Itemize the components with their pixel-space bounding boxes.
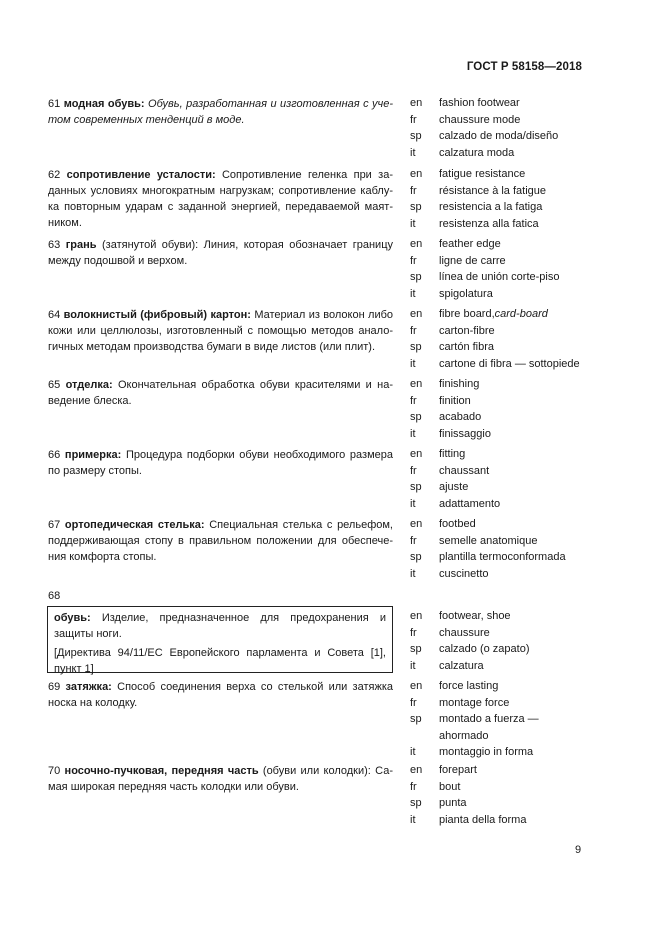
equivalent-term: calzado de moda/diseño: [439, 130, 559, 142]
equivalent-term: resistenza alla fatica: [439, 217, 539, 230]
term-equivalents-70: [410, 762, 526, 828]
equivalent-term: fitting: [439, 448, 466, 460]
language-code: en: [410, 518, 423, 530]
term-number: 66: [48, 449, 61, 461]
term-number: 65: [48, 379, 61, 391]
language-equivalent: [410, 356, 580, 373]
equivalent-term: adattamento: [439, 497, 501, 510]
language-code: it: [410, 813, 416, 826]
language-code: it: [410, 217, 416, 230]
equivalent-term: force lasting: [439, 680, 499, 692]
language-equivalent: [410, 549, 566, 566]
equivalent-term: acabado: [439, 411, 482, 423]
equivalent-term: spigolatura: [439, 287, 493, 300]
equivalent-term: plantilla termoconformada: [439, 551, 566, 563]
language-equivalent: [410, 269, 559, 286]
equivalent-term: chaussure: [439, 626, 490, 639]
language-equivalent: [410, 236, 559, 253]
language-code: fr: [410, 113, 417, 126]
equivalent-term: finishing: [439, 378, 480, 390]
language-code: sp: [410, 130, 422, 142]
term-definition: Окончательная обработка обуви красителями и на-ведение блеска.: [48, 379, 393, 407]
equivalent-term: finition: [439, 394, 471, 407]
language-code: sp: [410, 551, 422, 563]
language-equivalent: [410, 479, 500, 496]
language-equivalent: [410, 446, 500, 463]
language-equivalent: [410, 463, 500, 480]
language-code: it: [410, 146, 416, 159]
term-equivalents-61: [410, 95, 558, 161]
equivalent-term: résistance à la fatigue: [439, 184, 547, 197]
equivalent-term: fatigue resistance: [439, 168, 526, 180]
term-name: сопротивление усталости:: [66, 169, 216, 181]
language-code: en: [410, 168, 423, 180]
boxed-term-entry-68: [47, 606, 393, 673]
term-definition: Материал из волокон либо кожи или целлюлозы, изготовленный с помощью методов анало-гичных методам производства бумаги в виде листов (или плит).: [48, 309, 394, 353]
language-equivalent: [410, 199, 546, 216]
term-name: примерка:: [64, 449, 122, 461]
term-definition: (обуви или колодки): Са-мая широкая передняя часть колодки или обуви.: [48, 765, 393, 793]
language-code: en: [410, 238, 423, 250]
language-code: it: [410, 659, 416, 672]
term-entry-63: [48, 237, 393, 269]
language-code: sp: [410, 201, 422, 213]
language-code: it: [410, 357, 416, 370]
term-name: модная обувь:: [63, 98, 145, 110]
language-code: it: [410, 746, 416, 758]
language-code: en: [410, 97, 423, 109]
language-equivalent: [410, 812, 526, 829]
language-code: fr: [410, 254, 417, 267]
term-source: [Директива 94/11/ЕС Европейского парламента и Совета [1], пункт 1]: [54, 647, 386, 675]
language-equivalent: [410, 426, 491, 443]
language-equivalent: [410, 762, 526, 779]
language-equivalent: [410, 496, 500, 513]
term-number: 61: [48, 98, 61, 110]
term-name: отделка:: [65, 379, 113, 391]
term-equivalents-64: [410, 306, 580, 372]
term-equivalents-62: [410, 166, 546, 232]
term-equivalents-69: [410, 678, 539, 761]
language-equivalent: [410, 608, 530, 625]
term-equivalents-63: [410, 236, 559, 302]
term-entry-62: [48, 167, 393, 231]
language-code: it: [410, 427, 416, 440]
language-code: fr: [410, 394, 417, 407]
language-code: fr: [410, 780, 417, 793]
language-equivalent: [410, 306, 580, 323]
language-equivalent: [410, 376, 491, 393]
term-number: 70: [48, 765, 61, 777]
language-equivalent: [410, 183, 546, 200]
term-number: 69: [48, 681, 61, 693]
language-equivalent: [410, 128, 558, 145]
equivalent-term: feather edge: [439, 238, 501, 250]
language-equivalent: [410, 95, 558, 112]
term-definition: Способ соединения верха со стелькой или затяжка носка на колодку.: [48, 681, 393, 709]
equivalent-term: footbed: [439, 518, 476, 530]
term-entry-65: [48, 377, 393, 409]
language-code: en: [410, 308, 423, 320]
equivalent-term: resistencia a la fatiga: [439, 201, 543, 213]
language-equivalent: [410, 744, 539, 761]
language-equivalent: [410, 339, 580, 356]
language-code: en: [410, 448, 423, 460]
language-equivalent: [410, 779, 526, 796]
language-code: sp: [410, 481, 422, 493]
equivalent-term: cuscinetto: [439, 567, 489, 580]
equivalent-term: montaggio in forma: [439, 746, 534, 758]
term-entry-70: [48, 763, 393, 795]
language-code: fr: [410, 464, 417, 477]
language-equivalent: [410, 253, 559, 270]
language-equivalent: [410, 658, 530, 675]
language-equivalent: [410, 695, 539, 712]
language-code: fr: [410, 534, 417, 547]
term-equivalents-65: [410, 376, 491, 442]
term-definition: Специальная стелька с рельефом, поддерживающая стопу в правильном положении для обеспече-ния комфорта стопы.: [48, 519, 393, 563]
equivalent-term: calzatura moda: [439, 146, 515, 159]
equivalent-term: semelle anatomique: [439, 534, 538, 547]
language-equivalent: [410, 516, 566, 533]
term-equivalents-66: [410, 446, 500, 512]
term-equivalents-67: [410, 516, 566, 582]
term-number: 63: [48, 239, 61, 251]
term-entry-64: [48, 307, 393, 355]
equivalent-term: fashion footwear: [439, 97, 520, 109]
language-code: sp: [410, 713, 422, 725]
term-number: 64: [48, 309, 61, 321]
language-equivalent: [410, 566, 566, 583]
term-definition: Сопротивление геленка при за-данных условиях многократным нагрузкам; сопротивление каблу-ка повторным ударам с заданной энергией, передаваемой маят-ником.: [48, 169, 393, 229]
equivalent-term: calzado (o zapato): [439, 643, 530, 655]
term-name: носочно-пучковая, передняя часть: [64, 765, 259, 777]
language-code: it: [410, 497, 416, 510]
language-code: fr: [410, 626, 417, 639]
language-equivalent: [410, 166, 546, 183]
language-equivalent: [410, 286, 559, 303]
language-code: fr: [410, 324, 417, 337]
language-code: fr: [410, 184, 417, 197]
term-definition: Процедура подборки обуви необходимого размера по размеру стопы.: [48, 449, 393, 477]
language-code: fr: [410, 696, 417, 709]
term-name: затяжка:: [65, 681, 112, 693]
language-code: sp: [410, 341, 422, 353]
equivalent-term: bout: [439, 780, 461, 793]
equivalent-term: pianta della forma: [439, 813, 527, 826]
term-number: 68: [48, 590, 61, 602]
equivalent-term: ligne de carre: [439, 254, 506, 267]
language-equivalent: [410, 409, 491, 426]
equivalent-term: cartone di fibra — sottopiede: [439, 357, 580, 370]
term-definition: Обувь, разработанная и изготовленная с уче-том современных тенденций в моде.: [48, 98, 394, 126]
standard-header: ГОСТ Р 58158—2018: [466, 61, 582, 73]
language-equivalent: [410, 533, 566, 550]
term-entry-69: [48, 679, 393, 711]
term-number: 62: [48, 169, 61, 181]
language-code: sp: [410, 797, 422, 809]
equivalent-term: cartón fibra: [439, 341, 495, 353]
equivalent-term: chaussant: [439, 464, 490, 477]
language-code: it: [410, 567, 416, 580]
language-code: it: [410, 287, 416, 300]
page-number: 9: [575, 844, 582, 856]
term-name: грань: [65, 239, 97, 251]
equivalent-term: calzatura: [439, 659, 484, 672]
language-equivalent: [410, 216, 546, 233]
equivalent-term: montado a fuerza —: [439, 713, 539, 725]
equivalent-term: ahormado: [439, 729, 489, 742]
equivalent-term: carton-fibre: [439, 324, 495, 337]
term-equivalents-68: [410, 608, 530, 674]
equivalent-term: montage force: [439, 696, 510, 709]
language-equivalent: [410, 641, 530, 658]
term-entry-61: [48, 96, 393, 128]
language-code: sp: [410, 271, 422, 283]
language-equivalent: [410, 728, 539, 745]
equivalent-term: punta: [439, 797, 467, 809]
term-name: волокнистый (фибровый) картон:: [63, 309, 251, 321]
language-equivalent: [410, 145, 558, 162]
term-definition: Изделие, предназначенное для предохранения и защиты ноги.: [54, 612, 386, 640]
language-code: sp: [410, 643, 422, 655]
language-code: [410, 728, 439, 745]
language-equivalent: [410, 112, 558, 129]
language-equivalent: [410, 625, 530, 642]
term-entry-66: [48, 447, 393, 479]
language-code: en: [410, 764, 423, 776]
term-name: обувь:: [54, 612, 91, 624]
language-code: en: [410, 610, 423, 622]
equivalent-term: forepart: [439, 764, 477, 776]
term-entry-67: [48, 517, 393, 565]
term-definition: (затянутой обуви): Линия, которая обозначает границу между подошвой и верхом.: [48, 239, 393, 267]
language-equivalent: [410, 393, 491, 410]
language-code: en: [410, 378, 423, 390]
equivalent-term: footwear, shoe: [439, 610, 511, 622]
equivalent-term: chaussure mode: [439, 113, 521, 126]
term-name: ортопедическая стелька:: [64, 519, 205, 531]
equivalent-term: finissaggio: [439, 427, 491, 440]
equivalent-term: línea de unión corte-piso: [439, 271, 560, 283]
equivalent-term: fibre board,: [439, 308, 495, 320]
term-number: 67: [48, 519, 61, 531]
equivalent-term: card-board: [494, 308, 548, 320]
language-code: en: [410, 680, 423, 692]
language-equivalent: [410, 323, 580, 340]
language-code: sp: [410, 411, 422, 423]
language-equivalent: [410, 711, 539, 728]
language-equivalent: [410, 678, 539, 695]
language-equivalent: [410, 795, 526, 812]
equivalent-term: ajuste: [439, 481, 469, 493]
